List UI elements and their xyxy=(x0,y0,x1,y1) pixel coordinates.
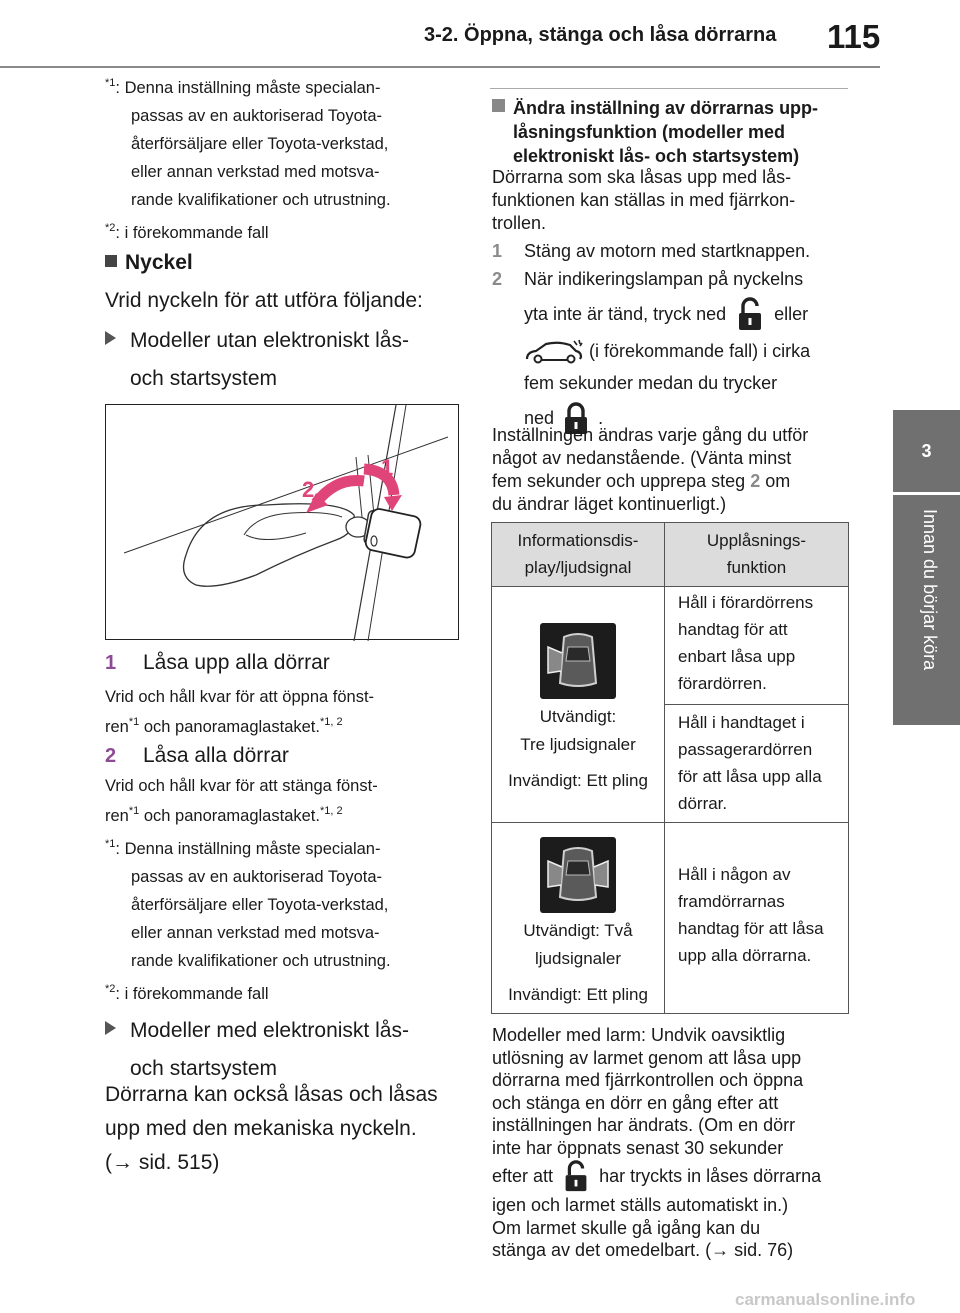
footnote-marker: *2 xyxy=(105,983,116,995)
footnote-text: rande kvalifikationer och utrustning. xyxy=(131,952,391,970)
footnote-ref: *1, 2 xyxy=(319,805,343,817)
footnote-text: eller annan verkstad med motsva- xyxy=(131,924,380,942)
header-text: Upplåsnings- xyxy=(706,531,807,550)
square-bullet-icon xyxy=(492,99,505,112)
paragraph-line: du ändrar läget kontinuerligt.) xyxy=(492,494,727,514)
paragraph-line: Inställningen ändras varje gång du utför xyxy=(492,425,809,445)
chapter-title: Innan du börjar köra xyxy=(920,509,940,671)
function-text: Håll i någon av xyxy=(678,865,791,884)
step-text: fem sekunder medan du trycker xyxy=(524,373,778,393)
item-description: ren xyxy=(105,807,129,825)
paragraph-line: och stänga en dörr en gång efter att xyxy=(492,1092,779,1113)
page-reference-link[interactable]: stänga av det omedelbart. (→ sid. 76) xyxy=(492,1240,794,1261)
info-text: ljudsignaler xyxy=(535,949,621,968)
step-text: När indikeringslampan på nyckelns xyxy=(524,269,804,289)
footnote-text: återförsäljare eller Toyota-verkstad, xyxy=(131,896,389,914)
paragraph-line: Dörrarna kan också låsas och låsas xyxy=(105,1083,438,1106)
footnote-block-2 xyxy=(105,835,465,1008)
paragraph-line: något av nedanstående. (Vänta minst xyxy=(492,448,792,468)
paragraph-line: inte har öppnats senast 30 sekunder xyxy=(492,1137,784,1158)
info-text: Utvändigt: Två xyxy=(523,921,633,940)
header-text: play/ljudsignal xyxy=(524,558,632,577)
unlock-button-icon xyxy=(731,297,769,333)
footnote-text: : i förekommande fall xyxy=(115,985,269,1003)
item-description: Vrid och håll kvar för att öppna fönst- xyxy=(105,688,375,706)
header-text: funktion xyxy=(726,558,787,577)
unlock-button-icon xyxy=(558,1160,594,1194)
footnote-text: eller annan verkstad med motsva- xyxy=(131,163,380,181)
paragraph-line: Om larmet skulle gå igång kan du xyxy=(492,1217,761,1238)
item-title: Låsa alla dörrar xyxy=(143,744,289,767)
table-row-1a-function xyxy=(665,587,848,705)
heading-text: elektroniskt lås- och startsystem) xyxy=(513,146,800,166)
info-text: Tre ljudsignaler xyxy=(520,735,636,754)
footnote-text: återförsäljare eller Toyota-verkstad, xyxy=(131,135,389,153)
function-text: passagerardörren xyxy=(678,740,813,759)
item-title: Låsa upp alla dörrar xyxy=(143,651,330,674)
function-text: Håll i förardörrens xyxy=(678,593,814,612)
step-number: 2 xyxy=(492,269,503,289)
table-row-2-function xyxy=(665,823,848,1013)
square-bullet-icon xyxy=(105,255,117,267)
paragraph-line: Dörrarna som ska låsas upp med lås- xyxy=(492,167,792,187)
item-number: 2 xyxy=(105,745,117,767)
function-text: för att låsa upp alla xyxy=(678,767,822,786)
intro-text: Vrid nyckeln för att utföra följande: xyxy=(105,289,423,312)
step-reference: 2 xyxy=(750,471,761,491)
info-text: Invändigt: Ett pling xyxy=(508,985,648,1004)
paragraph-line: upp med den mekaniska nyckeln. xyxy=(105,1117,417,1140)
step-text: (i förekommande fall) i cirka xyxy=(589,341,811,361)
item-description: ren xyxy=(105,718,129,736)
door-handle-key-drawing xyxy=(106,405,460,641)
subheading-with-smart-key xyxy=(105,1014,409,1086)
step-number: 1 xyxy=(492,241,503,261)
section-divider xyxy=(490,88,848,89)
function-text: framdörrarnas xyxy=(678,892,785,911)
footnote-marker: *1 xyxy=(105,838,116,850)
item-number: 1 xyxy=(105,652,117,674)
paragraph-line: Modeller med larm: Undvik oavsiktlig xyxy=(492,1025,786,1045)
heading-text: Ändra inställning av dörrarnas upp- xyxy=(513,98,819,118)
footnote-marker: *2 xyxy=(105,222,116,234)
table-header-function xyxy=(665,523,848,587)
info-text: Invändigt: Ett pling xyxy=(508,771,648,790)
function-text: Håll i handtaget i xyxy=(678,713,805,732)
footnote-text: passas av en auktoriserad Toyota- xyxy=(131,868,383,886)
paragraph-line: igen och larmet ställs automatiskt in.) xyxy=(492,1195,789,1216)
table-row-1b-function xyxy=(665,705,848,823)
paragraph-line: efter att xyxy=(492,1166,554,1186)
header-divider xyxy=(0,66,880,68)
subheading-text: Modeller med elektroniskt lås- xyxy=(130,1019,409,1042)
paragraph-line: har tryckts in låses dörrarna xyxy=(599,1166,822,1186)
footnote-text: passas av en auktoriserad Toyota- xyxy=(131,107,383,125)
paragraph-line: utlösning av larmet genom att låsa upp xyxy=(492,1047,802,1068)
item-description: Vrid och håll kvar för att stänga fönst- xyxy=(105,777,378,795)
step-text: yta inte är tänd, tryck ned xyxy=(524,303,727,324)
footnote-ref: *1 xyxy=(128,716,140,728)
item-unlock-all xyxy=(105,647,475,741)
paragraph-line: dörrarna med fjärrkontrollen och öppna xyxy=(492,1070,804,1090)
display-all-doors-icon xyxy=(540,837,616,913)
function-text: förardörren. xyxy=(678,674,767,693)
heading-text: låsningsfunktion (modeller med xyxy=(513,122,786,142)
step-text: eller xyxy=(774,303,809,324)
function-text: dörrar. xyxy=(678,794,728,813)
paragraph-line: om xyxy=(765,471,791,491)
subheading-text: Modeller utan elektroniskt lås- xyxy=(130,329,409,352)
footnote-ref: *1, 2 xyxy=(319,716,343,728)
function-text: enbart låsa upp xyxy=(678,647,796,666)
chapter-title-tab xyxy=(893,495,960,725)
function-text: handtag för att xyxy=(678,620,788,639)
mechanical-key-paragraph xyxy=(105,1078,475,1180)
paragraph-line: fem sekunder och upprepa steg xyxy=(492,471,746,491)
item-description: och panoramaglastaket. xyxy=(139,807,320,825)
table-row-2-info xyxy=(492,823,665,1013)
chapter-number: 3 xyxy=(921,440,932,461)
display-driver-door-icon xyxy=(540,623,616,699)
page-reference-link[interactable]: (→ sid. 515) xyxy=(105,1151,220,1174)
footnote-text: : Denna inställning måste specialan- xyxy=(115,840,381,858)
info-text: Utvändigt: xyxy=(539,707,617,726)
header-text: Informationsdis- xyxy=(517,531,639,550)
subheading-text: och startsystem xyxy=(130,367,278,390)
setting-intro xyxy=(492,166,862,235)
setting-heading xyxy=(492,96,862,168)
step-text: Stäng av motorn med startknappen. xyxy=(524,241,811,261)
step-text: ned xyxy=(524,407,555,428)
table-header-info xyxy=(492,523,665,587)
footnote-text: : Denna inställning måste specialan- xyxy=(115,79,381,97)
page-number: 115 xyxy=(827,18,881,55)
step-2 xyxy=(492,263,862,437)
key-in-door-illustration xyxy=(105,404,459,640)
subheading-text: och startsystem xyxy=(130,1057,278,1080)
footnote-text: rande kvalifikationer och utrustning. xyxy=(131,191,391,209)
footnote-marker: *1 xyxy=(105,77,116,89)
chapter-number-tab xyxy=(893,410,960,492)
unlock-setting-table xyxy=(491,522,849,1014)
item-description: och panoramaglastaket. xyxy=(139,718,320,736)
triangle-bullet-icon xyxy=(105,1021,116,1035)
footnote-block-1 xyxy=(105,74,465,247)
step-1 xyxy=(492,237,862,266)
alarm-note-paragraph xyxy=(492,1024,862,1262)
section-title: 3-2. Öppna, stänga och låsa dörrarna xyxy=(424,24,777,46)
heading-text: Nyckel xyxy=(125,251,193,274)
step-text: . xyxy=(598,407,604,428)
table-row-1-info xyxy=(492,587,665,823)
paragraph-line: inställningen har ändrats. (Om en dörr xyxy=(492,1115,796,1135)
subheading-without-smart-key xyxy=(105,324,409,396)
setting-change-paragraph xyxy=(492,424,862,516)
triangle-bullet-icon xyxy=(105,331,116,345)
function-text: upp alla dörrarna. xyxy=(678,946,812,965)
paragraph-line: trollen. xyxy=(492,213,547,233)
figure-label-2: 2 xyxy=(302,477,315,502)
paragraph-line: funktionen kan ställas in med fjärrkon- xyxy=(492,190,796,210)
footnote-text: : i förekommande fall xyxy=(115,224,269,242)
item-lock-all xyxy=(105,740,475,830)
figure-label-1: 1 xyxy=(381,455,394,480)
watermark: carmanualsonline.info xyxy=(735,1290,916,1309)
footnote-ref: *1 xyxy=(128,805,140,817)
heading-nyckel xyxy=(105,246,193,280)
function-text: handtag för att låsa xyxy=(678,919,824,938)
car-remote-button-icon xyxy=(524,339,584,365)
